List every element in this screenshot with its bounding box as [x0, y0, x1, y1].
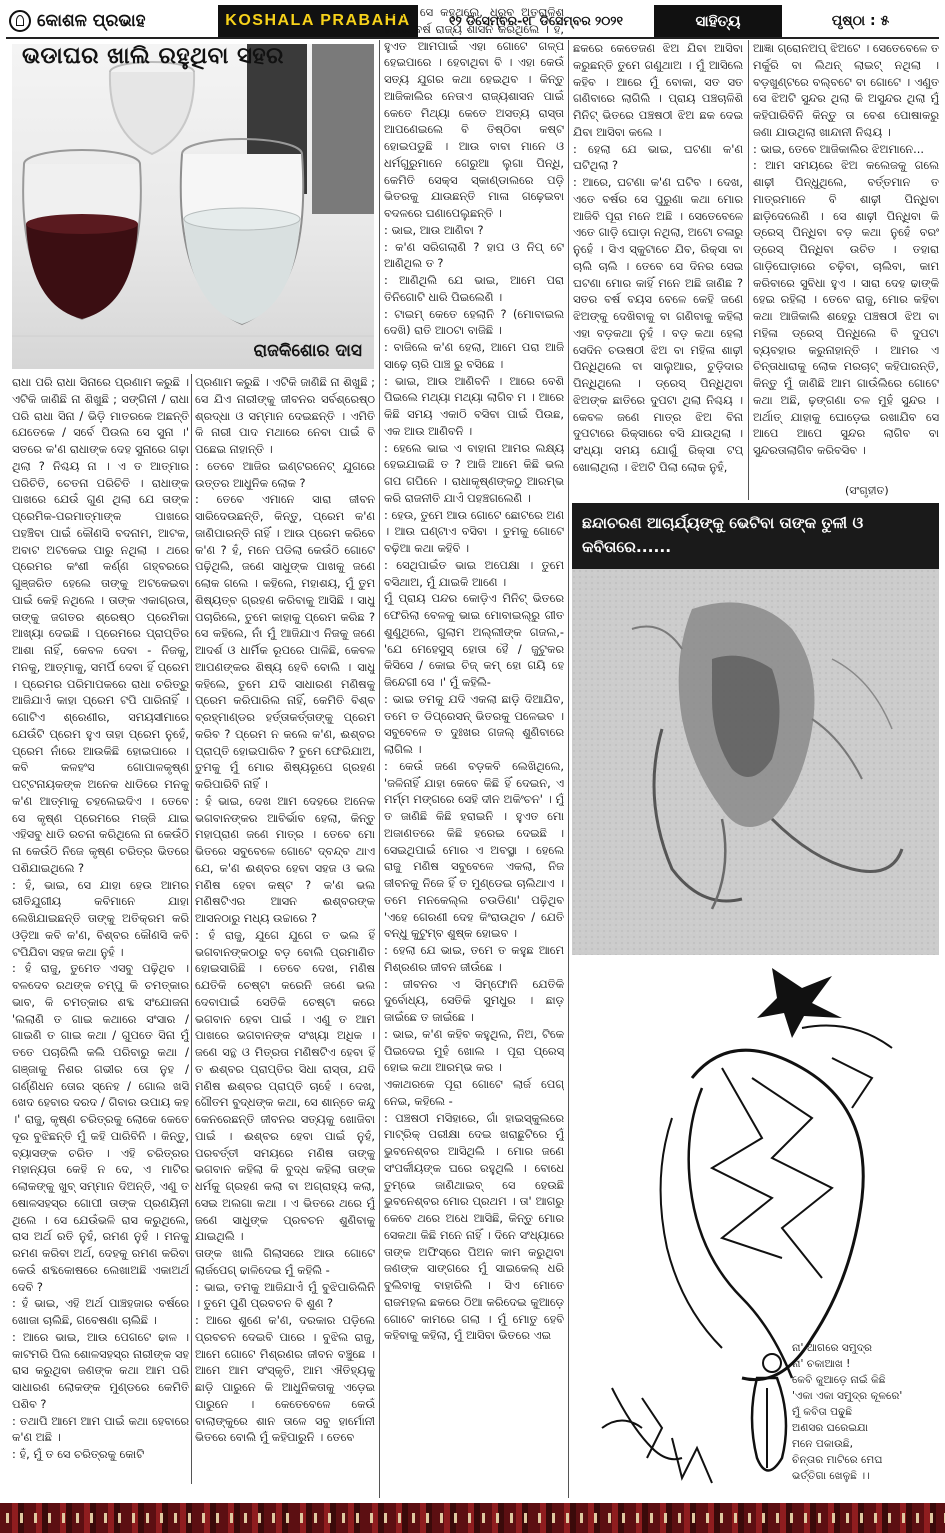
poem-line: ଅଣସର ଘରେଇଯା — [792, 1422, 869, 1434]
article-paragraph: : ହଁ ଭାଇ, ଦେଖ ଆମ ଦେହରେ ଅନେକ ଭଗବାନଙ୍କର ଆବିର୍ଭାବ ହେଲା, କିନ୍ତୁ ମହାପ୍ରାଣ ଜଣେ ମାତ୍ର । ତେବେ ମୋ ଭିତରେ ସବୁବେଳେ ଗୋଟେ ଦ୍ବନ୍ଦ୍ବ ଥାଏ ଯେ, କ'ଣ ଈଶ୍ବର ହେବା ସହଜ ଓ ଭଲ ମଣିଷ ହେବା କଷ୍ଟ ? କ'ଣ ଭଲ ମଣିଷଟିଏର ଆସନ ଈଶ୍ବରଙ୍କ ଆସନଠାରୁ ମଧ୍ୟ ଉଚ୍ଚାରେ ? — [195, 793, 375, 925]
article-byline: ରାଜକିଶୋର ଦାସ — [253, 341, 362, 361]
article-paragraph: : ସେଥିପାଇଁତ ଭାଇ ଅପେକ୍ଷା । ତୁମେ ବସିଥାଅ, ମୁଁ ଯାଇକି ଆଣେ । — [384, 557, 564, 589]
logo-text: କୋଶଳ ପ୍ରଭାହ — [37, 11, 146, 31]
article-paragraph: : ହେଲେ ଭାଇ ଏ ବାହାନା ଆମର ଲକ୍ଷ୍ୟ ହେଇଯାଇଛି ତ ? ଆଜି ଆମେ କିଛି ଭଲ ଗପ ଗପିନେ । ରାଧାକୃଷ୍ଣଙ୍କଠୁ ଆରମ୍ଭ କରି ରାଜନୀତି ଯାଏଁ ପହଞ୍ଚଗଲେଣି । — [384, 440, 564, 505]
issue-date: ୧୨ ଡିସେମ୍ବର-୧୮ ଡିସେମ୍ବର ୨୦୨୧ — [448, 13, 624, 28]
article-signature: (ସଂଗୃହୀତ) — [845, 484, 889, 497]
article-paragraph: : ଭାଇ, ଆଉ ଆଣିବନି । ଆରେ ବେଶି ପିଇଲେ ମଥ୍ୟା ମଥ୍ୟା ଲାଗିବ ମ । ଆରେ କିଛି ସମୟ ଏକାଠି ବସିବା ପାଇଁ ପିଉଛ, ଏକ ଆଉ ଆଣିବନି । — [384, 373, 564, 438]
article-paragraph: : ହଁ ରାଜୁ, ତୁମେତ ଏସବୁ ପଢ଼ିଥିବ । ବଳଦେବ ରଥଙ୍କ ଚମ୍ପୁ କି ଚମତ୍କାର ଭାବ, କି ଚମତ୍କାର ଶବ୍ଦ ସଂଯୋଜନା 'ଲଲାଣି ତ ଗାଇ କଥାରେ ସଂସାର / ଗାଇଣି ତ ଗାଇ କଥା / ଗୁପତେ ସିନା ମୁଁ ତତେ ପଚାରିଲି କଲି ପରିବାରୁ କଥା / ଗଞ୍ଜାକୁ ନିଶର ଗଭୀର ତୋ ନୁହ / ଗର୍ଣ୍ଣିଧନ ତୋର ସ୍ନେହ / ଗୋଲ ଖସି ଖେଦ ହେବାର ଦରଦ / ଗିବାର ଉପାୟ କହ ।' ରାଜୁ, କୃଷ୍ଣ ଚରିତ୍ରକୁ ଲୋକେ କେତେ ଦୂର ବୁଝିଛନ୍ତି ମୁଁ କହି ପାରିବିନି । କିନ୍ତୁ, ବ୍ୟାସଙ୍କ ଚରିତ । ଏହି ଚରିତ୍ରର ମହାନ୍ୟତା କେହି ନ ଦେ, ଏ ମାଟିର ଲୋକଙ୍କୁ ଖୁବ୍ ସମ୍ମାନ ଦିଅନ୍ତି, ଏଣୁ ତ ଷୋଳସହସ୍ର ଗୋପୀ ତାଙ୍କ ପ୍ରଣୟିନୀ ଥିଲେ । ସେ ଯେଉଁଭଳି ରାସ କରୁଥିଲେ, ରାସ ଅର୍ଥ ରତି ନୁହଁ, ରମଣ ନୁହଁ । ମନକୁ ରମଣ କରିବା ଅର୍ଥ, ଦେହକୁ ରମଣ କରିବା କେଉଁ ଶବ୍ଦକୋଷରେ ଲେଖାଅଛି ଏକାଅର୍ଥ ଦେବି ? — [12, 961, 189, 1294]
article-paragraph: ଆଜ୍ଞା ଗ୍ରୋନଅପ୍ ଝିଅଟେ । ସେତେବେଳେ ତ ମର୍କୁରି ବା ଲିଥନ୍ ଲାଇଟ୍ ନଥିଲା । ବଡ଼ଖୁଣ୍ଟରେ ବଲ୍ବଟେ ବା ଗୋଟେ । ଏଣୁତ ସେ ଝିଅଟି ସୁନ୍ଦର ଥିଲା କି ଅସୁନ୍ଦର ଥିଲା ମୁଁ କହିପାରିବିନି କିନ୍ତୁ ତା ବେଶ ପୋଷାକରୁ ଜଣା ଯାଉଥିଲା ଖାନ୍ଦାନୀ ନିଶ୍ଚୟ । — [753, 41, 939, 139]
section-label: ସାହିତ୍ୟ — [654, 5, 782, 37]
poem-line: ମୁଁ କବିତା ପଢୁଛି — [792, 1406, 853, 1418]
article-paragraph: : ହଁ, ଭାଇ, ସେ ଯାହା ହେଉ ଆମର ରୀତିଯୁଗୀୟ କବିମାନେ ଯାହା ଲେଖିଯାଇଛନ୍ତି ତାଙ୍କୁ ଅତିକ୍ରମ କରି ଓଡ଼ିଆ କବି କ'ଣ, ବିଶ୍ବର କୌଣସି କବି ଟପିଯିବା ସହଜ କଥା ନୁହଁ । — [12, 877, 189, 959]
article-paragraph: ଏକାଥରକେ ପୂରା ଗୋଟେ ଲାର୍ଜ ପେଗ୍ ନେଇ, କହିଲେ - — [384, 1077, 564, 1108]
poem — [792, 1340, 942, 1484]
poem-line: 'ଏକା ଏକା ସମୁଦ୍ର କୂଳରେ' — [792, 1390, 903, 1402]
article-paragraph: : ତଥାପି ଆମେ ଆମ ପାଇଁ କଥା ହେବାରେ କ'ଣ ଅଛି । — [12, 1413, 189, 1445]
column-divider — [191, 374, 192, 1484]
portrait-sketch — [572, 569, 939, 955]
article-paragraph: ମୁଁ ପ୍ରାୟ ପନ୍ଦର କୋଡ଼ିଏ ମିନିଟ୍ ଭିତରେ ଫେରିଲା ବେଳକୁ ଭାଇ ମୋବାଇଲ୍ରୁ ଗୀତ ଶୁଣୁଥିଲେ, ଗୁଲାମ ଅଲ୍ଲୀଙ୍କ ଗଜଲ,- 'ଯେ ମେହେସୁସ୍ ହୋତା ହୈ / ଜୁଟୁକର କିସିସେ / କୋଇ ଚିଜ୍ କମ୍ ହୋ ଗୟି ହେ ଜିନ୍ଦେଗୀ ସେ ।' ମୁଁ କହିଲି- — [384, 591, 564, 689]
article-paragraph: : ହଁ ଭାଇ, ଏହି ଅର୍ଥ ପାଞ୍ଚହଜାର ବର୍ଷରେ ଖୋଜା ଚାଲିଛି, ଗବେଷଣା ଚାଲିଛି । — [12, 1296, 189, 1327]
article-paragraph: ଛକରେ କେତେଜଣ ଝିଅ ଯିବା ଆସିବା କରୁଛନ୍ତି ତୁମେ ଗଣୁଥାଅ । ମୁଁ ଆସିଲେ କହିବ । ଆରେ ମୁଁ ବୋକା, ସତ ସତ ଗଣିବାରେ ଲାଗିଲି । ପ୍ରାୟ ପଞ୍ଚଚାଳିଶି ମିନିଟ୍ ଭିତରେ ପଞ୍ଚଷଠୀ ଝିଅ ଛକ ଦେଇ ଯିବା ଆସିବା କଲେ । — [573, 41, 743, 139]
article-paragraph: : କ'ଣ ସରିଗଲାଣି ? ହାପ ଓ ନିପ୍ ଟେ ଆଣିଥିଲ ତ ? — [384, 239, 564, 271]
newspaper-title: KOSHALA PRABAHA — [218, 5, 418, 37]
article-paragraph: : କେଉଁ ଜଣେ ବଡ଼କବି ଲେଖିଥିଲେ, 'ଜଳିନାହିଁ ଯାହା କେବେ କିଛି ହିଁ ଦେଇନ, ଏ ମର୍ମ୍ମ ମଙ୍ଗରେ ସେହି ଦୀନ ଅକିଂଚନ' । ମୁଁ ତ ଜାଣିଛି କିଛି ହରାଇନି । ହୁଏତ ମୋ ଅଜାଣତରେ କିଛି ହରେଇ ଦେଇଛି । ସେଇଥିପାଇଁ ମୋର ଏ ଅବସ୍ଥା । ହେଲେ ରାଜୁ ମଣିଷ ସବୁବେଳେ ଏକଲା, ନିଜ ଜୀବନକୁ ନିଜେ ହିଁ ତ ମୁଣ୍ଡେଇ ଚାଲିଥାଏ । ତମେ ମନକେଲ୍ଲ ଚଉଡିଣା' ପଢ଼ିଥିବ 'ଏହେ ଗେରଣୀ ଦେହ କିଂରାଉଥିବ / ଯେତି ବନ୍ଧୁ କୁଟୁମ୍ବ ଶୁଷ୍କ ହୋଇବ । — [384, 758, 564, 941]
article-paragraph: : ଭାଇ, ତମକୁ ଆଜିଯାଏଁ ମୁଁ ବୁଝିପାରିଲିନି । ତୁମେ ପୁଣି ପ୍ରବଚନ ବି ଶୁଣ ? — [195, 1279, 375, 1311]
article-paragraph: : ଭାଇ ତମକୁ ଯଦି ଏକଲା ଛାଡ଼ି ଦିଆଯିବ, ତମେ ତ ଡିପ୍ରେସନ୍ ଭିତରକୁ ପଳେଇବ । ସବୁବେଳେ ତ ଦୁଃଖର ଗଜଲ୍ ଶୁଣିବାରେ ଲାଗିଲ । — [384, 691, 564, 756]
article-paragraph: ପ୍ରଣାମ କରୁଛି । ଏଟିକି ଜାଣିଛି ନା ଶିଖୁଛି ; ସେ ଯିଏ ନାରୀଙ୍କୁ ଜୀବନର ସର୍ବଶ୍ରେଷ୍ଠ ଶ୍ରଦ୍ଧା ଓ ସମ୍ମାନ ଦେଇଛନ୍ତି । ଏମିତି କି ନାରୀ ପାଦ ମଥାରେ ନେବା ପାଇଁ ବି ପଛେଇ ନାହାନ୍ତି । — [195, 375, 375, 456]
lamp-emblem-icon — [9, 10, 31, 32]
decorative-footer-border — [0, 1503, 945, 1533]
article-paragraph: : ହଁ, ମୁଁ ତ ସେ ଚରିତ୍ରକୁ କୋଟି — [12, 1447, 145, 1461]
article-paragraph: ରାଧା ପରି ରାଧା ସିନାରେ ପ୍ରଣାମ କରୁଛି । ଏଟିକି ଜାଣିଛି ନା ଶିଖୁଛି ; ସଙ୍ଗିନୀ / ରାଧା ପରି ରାଧା ସିନା / ଭିଡ଼ି ମାତରକେ ଅଛନ୍ତି ଯେତେକେ / ସର୍ବେ ପିଉଲ ସେ ସୁନା ।' ସତରେ କ'ଣ ରାଧାଙ୍କ ଦେହ ସୁନାରେ ଗଢ଼ା ଥିଲା ? ନିଶ୍ଚୟ ନା । ଏ ତ ଆତ୍ମାର ପରିଚିତି, ଚେତନା ପରିଚିତି । ରାଧାଙ୍କ ପାଖରେ ଯେଉଁ ଗୁଣ ଥିଲା ଯେ ତାଙ୍କ ପ୍ରେମିକ-ପରମାତ୍ମାଙ୍କ ପାଖରେ ପହଞ୍ଚିବା ପାଇଁ କୌଣସି ବଦନାମ, ଆଟକ, ଅବାଟ ଅଟକେଇ ପାରୁ ନଥିଲା । ଥରେ ପ୍ରେମର କଂଶୀ କର୍ଣ୍ଣ ଗହ୍ବରରେ ଗୁଞ୍ଜରିତ ହେଲେ ତାଙ୍କୁ ଅଟକେଇବା ପାଇଁ କେହି ନଥିଲେ । ତାଙ୍କ ଏକାଗ୍ରତା, ତାଙ୍କୁ ଜଗତର ଶ୍ରେଷ୍ଠ ପ୍ରେମିକା ଆଖ୍ୟା ଦେଇଛି । ପ୍ରେମରେ ପ୍ରାପ୍ତିର ଆଶା ନାହିଁ, କେବଳ ଦେବା - ନିଜକୁ, ମନକୁ, ଆତ୍ମାକୁ, ସମର୍ପି ଦେବା ହିଁ ପ୍ରେମ । ପ୍ରେମର ପରିମାପକରେ ରାଧା ଚରିତ୍ରୁ ଆଜିଯାଏଁ କାହା ପ୍ରେମ ଟପି ପାରିନାହିଁ । ଗୋଟିଏ ଶ୍ରେଣୀର, ସମୟସୀମାରେ ଯେଉଁଟି ପ୍ରେମ ହୁଏ ତାହା ପ୍ରେମ ନୁହେଁ, ପ୍ରେମ ନାଁରେ ଆଉକିଛି ହୋଇପାରେ । କବି କଳହଂସ ଗୋପାଳକୃଷ୍ଣ ପଟ୍ଟନାୟକଙ୍କ ଅନେକ ଧାଡିରେ ମନକୁ କ'ଣ ଆତ୍ମାକୁ ଚହଲେଇଦିଏ । ତେବେ ସେ କୃଷ୍ଣ ପ୍ରେମରେ ମଜ୍ଜି ଯାଇ ଏହିସବୁ ଧାଡି ରଚନା କରିଥିଲେ ନା କେଉଁଠି ନା କେଉଁଠି ନିଜେ କୃଷ୍ଣ ଚରିତ୍ର ଭିତରେ ପଶିଯାଇଥିଲେ ? — [12, 375, 189, 875]
article-column-2 — [195, 374, 375, 1484]
column-divider — [379, 40, 380, 1498]
poem-line: କେବି କୁଆଡ଼େ ନାଇଁ କିଛି — [792, 1374, 886, 1386]
article-paragraph: : ପଞ୍ଚଷଠୀ ମସିହାରେ, ଗାଁ ହାଇସ୍କୁଲରେ ମାଟ୍ରିକ୍ ପରୀକ୍ଷା ଦେଇ ଖରାଛୁଟିରେ ମୁଁ ଭୁବନେଶ୍ବର ଆସିଥିଲି । ମୋର ଜଣେ ସଂପର୍କୀୟଙ୍କ ଘରେ ରହୁଥିଲି । ବୋଧେ ତୁମ୍ଭେ ଜାଣିଥାଇବ୍ ସେ ହେଉଛି ଭୁବନେଶ୍ବର ମୋର ପ୍ରଥମ । ତା' ଆଗରୁ କେବେ ଥରେ ଅଧେ ଆସିଛି, କିନ୍ତୁ ମୋର ସେକଥା କିଛି ମନେ ନାହିଁ । ଦିନେ ସଂଧ୍ୟାରେ ତାଙ୍କ ଅଫିସ୍ରେ ପିଅନ କାମ କରୁଥିବା ଜଣଙ୍କ ସାଙ୍ଗରେ ମୁଁ ସାଇକେଲ୍ ଧରି ବୁଲିବାକୁ ବାହାରିଲି । ସିଏ ମୋତେ ରାଜମହଲ ଛକରେ ଠିଆ କରିଦେଇ କୁଆଡ଼େ ଗୋଟେ କାମରେ ଗଲା । ମୁଁ ମୋତୁ ହେବି କହିବାକୁ କହିଲା, ମୁଁ ଆସିବା ଭିତରେ ଏଇ — [384, 1110, 564, 1343]
article-paragraph: : ବାଜିଲେ କ'ଣ ହେଲା, ଆମେ ପରା ଆଜି ସାଢ଼େ ଚାରି ପାଞ୍ଚ ରୁ ବସିଛେ । — [384, 340, 564, 371]
article-column-3 — [384, 4, 564, 1498]
article-paragraph: ତାଙ୍କ ଖାଲି ଗିଲାସରେ ଆଉ ଗୋଟେ ଲାର୍ଜପେଗ୍ ଢାଳିଦେଇ ମୁଁ କହିଲି - — [195, 1246, 375, 1277]
article-paragraph: : ହେଲା ଯେ ଭାଇ, ତମେ ତ କହୁଛ ଆମେ ମିଶ୍ରଣର ଜୀବନ ଜୀଉଁଛେ । — [384, 943, 564, 974]
poem-line: ନା' ଚକାଆଖ ! — [792, 1358, 851, 1370]
article-paragraph: : ତେବେ ଏମାନେ ସାରା ଜୀବନ ସାରିଦେଉଛନ୍ତି, କିନ୍ତୁ, ପ୍ରେମ କ'ଣ ଜାଣିପାରନ୍ତି ନାହିଁ । ଆଉ ପ୍ରେମ କରିବେ କ'ଣ ? ହଁ, ମନେ ପଡିଲା କେଉଁଠି ଗୋଟେ ପଢ଼ିଥିଲି, ଜଣେ ସାଧୁଙ୍କ ପାଖକୁ ଜଣେ ଲୋକ ଗଲେ । କହିଲେ, ମହାଶୟ, ମୁଁ ତୁମ ଶିଷ୍ୟତ୍ବ ଗ୍ରହଣ କରିବାକୁ ଆସିଛି । ସାଧୁ ପଚାରିଲେ, ତୁମେ କାହାକୁ ପ୍ରେମ କରିଛ ? ସେ କହିଲେ, ନାଁ ମୁଁ ଆଜିଯାଏ ନିଜକୁ ଜଣେ ଆଦର୍ଶ ଓ ଧାର୍ମିକ ରୂପରେ ପାଳିଛି, କେବଳ ଆପଣଙ୍କର ଶିଷ୍ୟ ହେବି ବୋଲି । ସାଧୁ କହିଲେ, ତୁମେ ଯଦି ସାଧାରଣ ମଣିଷକୁ ପ୍ରେମ କରିପାରିଲ ନାହିଁ, କେମିତି ବିଶ୍ବ ବ୍ରହ୍ମାଣ୍ଡର ହର୍ତ୍ତାକର୍ତ୍ତାଙ୍କୁ ପ୍ରେମ କରିବ ? ପ୍ରେମ ନ କଲେ କ'ଣ, ଈଶ୍ବର ପ୍ରାପ୍ତି ହୋଇପାରିବ ? ତୁମେ ଫେରିଯାଅ, ତୁମକୁ ମୁଁ ମୋର ଶିଷ୍ୟରୂପେ ଗ୍ରହଣ କରିପାରିବି ନାହିଁ । — [195, 492, 375, 791]
article-paragraph: : ଭାଇ, ଆଉ ଆଣିବା ? — [384, 222, 484, 237]
poem-line: ଚିନ୍ତାର ମାଟିରେ ମେଘ — [792, 1454, 883, 1466]
article-paragraph: : ହେଲା ଯେ ଭାଇ, ଘଟଣା କ'ଣ ଘଟିଥିଲା ? — [573, 141, 743, 173]
article-paragraph: : ତେବେ ଆଜିର ଇଣ୍ଟରନେଟ୍ ଯୁଗରେ ଉତ୍ତର ଆଧୁନିକ ଲୋକ ? — [195, 458, 375, 490]
article-column-4 — [573, 40, 743, 500]
article-paragraph: : ଆରେ, ଘଟଣା କ'ଣ ଘଟିବ । ଦେଖ, ଏତେ ବର୍ଷର ସେ ପୁରୁଣା କଥା ମୋର ଆଜିବି ପୂରା ମନେ ଅଛି । ସେତେବେଳେ ଏତେ ଗାଡ଼ି ଘୋଡ଼ା ନଥିଲା, ଅଟୋ ଚଳାରୁ ନୁହେଁ । ସିଏ ସ୍କୁଟାଚେ ଯିବ, ରିକ୍ସା ବା ଚାଲି ଚାଲି । ତେବେ ସେ ଦିନର ସେଇ ଘଟଣା ମୋର କାହିଁ ମନେ ଅଛି ଜାଣିଛ ? ସତର ବର୍ଷ ବୟସ ବେଳେ କେହି ଜଣେ ଝିଅଙ୍କୁ ଦେଖିବାକୁ ବା ଗଣିବାକୁ କହିଲା ଏହା ବଡ଼କଥା ନୁହଁ । ବଡ଼ କଥା ହେଲା ସେଦିନ ଚଉଷଠୀ ଝିଅ ବା ମହିଳା ଶାଢ଼ୀ ପିନ୍ଧିଥିଲେ ବା ସାଲୁଆର, ଚୁଡ଼ିଦାର ପିନ୍ଧିଥିଲେ । ଡ୍ରେସ୍ ପିନ୍ଧିଥିବା ଝିଅଙ୍କ ଛାତିରେ ଦୁପଟା ଥିଲା ନିଶ୍ଚୟ । କେବଳ ଜଣେ ମାତ୍ର ଝିଅ ବିନା ଦୁପଟାରେ ରିକ୍ସାରେ ବସି ଯାଉଥିଲା । ସଂଧ୍ୟା ସମୟ ଯୋଗୁଁ ରିକ୍ସା ଟପ୍ ଖୋଲାଥିଲା । ଝିଅଟି ପିଲା ଲୋକ ନୁହଁ, — [573, 175, 743, 474]
article-photo — [12, 44, 374, 369]
ink-portrait-illustration — [572, 569, 939, 955]
poem-line: ଭର୍ତ୍ତିଗା ଖେଳୁଛି ।। — [792, 1470, 870, 1482]
article-paragraph: : ଟାଇମ୍ କେତେ ହେଲାନି ? (ମୋବାଇଲ ଦେଖି) ରାତି ଆଠଟା ବାଜିଛି । — [384, 306, 564, 338]
article-paragraph: : ଆରେ ଭାଇ, ଆଉ ପେଗଟେ ଢାଳ । କାଟମରି ପିଲ ଶୋଳସହସ୍ର ନାରୀଙ୍କ ସହ ରାସ କରୁଥିବା ଜଣଙ୍କ କଥା ଆମ ପରି ସାଧାରଣ ଲୋକଙ୍କ ମୁଣ୍ଡରେ କେମିତି ପଶିବ ? — [12, 1329, 189, 1411]
page-number: ପୃଷ୍ଠା : ୫ — [831, 13, 890, 29]
article-paragraph: : ଭାଇ, ତେବେ ଆଜିକାଲିର ଝିଅମାନେ... — [753, 141, 924, 156]
article-paragraph: : ହଁ ରାଜୁ, ଯୁଗେ ଯୁଗେ ତ ଭଲ ହିଁ ଭଗବାନଙ୍କଠାରୁ ବଡ଼ ବୋଲି ପ୍ରମାଣିତ ହୋଇସାରିଛି । ତେବେ ଦେଖ, ମଣିଷ ଯେତିକି ଚେଷ୍ଟା କରେନି ଜଣେ ଭଲ ଦେବାପାଇଁ ସେତିକି ଚେଷ୍ଟା କରେ ଭଗବାନ ହେବା ପାଇଁ । ଏଣୁ ତ ଆମ ପାଖରେ ଭଗବାନଙ୍କ ସଂଖ୍ୟା ଅଧିକ । ଜଣେ ସନ୍ଥ ଓ ମିତ୍ରତା ମଣିଷଟିଏ ହେବା ହିଁ ତ ଈଶ୍ବର ପ୍ରାପ୍ତିର ସିଧା ରାସ୍ତା, ଯଦି ମଣିଷ ଈଶ୍ବର ପ୍ରାପ୍ତି ଚାହେଁ । ଦେଖ, ଗୌତମ ବୁଦ୍ଧଙ୍କ କଥା, ସେ ଶାନ୍ତେ କନ୍ଦୁ କେନରେଛନ୍ତି ଜୀବନର ସତ୍ୟକୁ ଖୋଜିବା ପାଇଁ । ଈଶ୍ବର ହେବା ପାଇଁ ନୁହଁ, ପରବର୍ତ୍ତୀ ସମୟରେ ମଣିଷ ତାଙ୍କୁ ଭଗବାନ କହିଲା କି ବୁଦ୍ଧ କହିଲା ତାଙ୍କ ଧର୍ମକୁ ଗ୍ରହଣ କଲା ବା ଅଗ୍ରାହ୍ୟ କଲା, ସେଇ ଅଲଗା କଥା । ଏ ଭିତରେ ଥରେ ମୁଁ ଜଣେ ସାଧୁଙ୍କ ପ୍ରବଚନ ଶୁଣିବାକୁ ଯାଇଥିଲି । — [195, 927, 375, 1244]
poem-line: ନା' ଆଗରେ ସମୁଦ୍ର — [792, 1342, 873, 1354]
article-paragraph: : ଆରେ ଶୁଣେ କ'ଣ, ଦରକାର ପଡ଼ିଲେ ପ୍ରବଚନ ଦେଇବି ପାରେ । ବୁଝିଲ ରାଜୁ, ଆମେ ଗୋଟେ ମିଶ୍ରଣର ଜୀବନ ବଞ୍ଚୁଛେ । ଆମେ ଆମ ସଂସ୍କୃତି, ଆମ ଐତିହ୍ୟକୁ ଛାଡ଼ି ପାରୁନେ କି ଆଧୁନିକତାକୁ ଏଡ଼େଇ ପାରୁନେ । କେତେବେଳେ କେଉଁ ବାଲାଙ୍କୁରେ ଶାନ ତାଳେ ସବୁ ହାର୍ମୋନୀ ଭିତରେ ବୋଲି ମୁଁ କହିପାରୁନି । ତେବେ — [195, 1313, 375, 1445]
poem-line: ମନେ ପକାଉଛି, — [792, 1438, 853, 1450]
article-column-1 — [12, 374, 189, 1484]
column-divider — [748, 40, 749, 500]
wine-glasses-illustration — [12, 44, 374, 369]
feature-headline: ଛନ୍ଦାଚରଣ ଆଚାର୍ଯ୍ୟଙ୍କୁ ଭେଟିବା ତାଙ୍କ ତୁଳୀ ଓ କବିତାରେ...... — [572, 503, 939, 569]
article-paragraph: : ଜୀବନର ଏ ସିମ୍ଫୋନି ଯେତିକି ଦୁର୍ବୋଧ୍ୟ, ସେତିକି ସୁମଧୁର । ଛାଡ଼ ଜାଇଁଛେ ତ ଜାଇଁଛେ । — [384, 976, 564, 1024]
article-column-5 — [753, 40, 939, 500]
article-headline: ଭଡାଘର ଖାଲି ରହୁଥିବା ସହର — [22, 42, 284, 69]
newspaper-logo — [6, 5, 218, 37]
article-paragraph: ସେଦିନ ସେ କହୁଥିଲେ, ଧ୍ରୁବ ଅତରାଳିଶ ହଜାର ବର୍ଷ ରାଜ୍ୟ ଶାସନ କରିଥିଲେ । ହଁ, ହୁଏତ ଆମପାଇଁ ଏହା ଗୋଟେ ଗଳ୍ପ ହେଇପାରେ । ହେବାଥିବା ବି । ଏହା କେଉଁ ସତ୍ୟ ଯୁଗର କଥା ହେଇଥିବ । କିନ୍ତୁ ଆଜିକାଲିର ନେତାଏ ରାଜ୍ୟଶାସନ ପାଇଁ କେତେ ମିଥ୍ୟା କେତେ ଅସତ୍ୟ ରାସ୍ତା ଆପଣେଇଲେ ବି ତିଷ୍ଠିବା କଷ୍ଟ ହୋଇପଡୁଛି । ଆଉ ବାବା ମାନେ ଓ ଧର୍ମଗୁରୁମାନେ ଗେରୁଆ ଲୁଗା ପିନ୍ଧି, କେମିତି ସେକ୍ସ ସ୍କାଣ୍ଡାଲରେ ପଡ଼ି ଭିତରକୁ ଯାଉଛନ୍ତି ମାଳା ଗଢ଼େଇବା ବଦଳରେ ଘଣାପେଲୁଛନ୍ତି । — [384, 5, 564, 220]
article-paragraph: : ଆଣିଥିଲି ଯେ ଭାଇ, ଆମେ ପରା ତିନିଗୋଟି ଧାରି ପିଇଲେଣି । — [384, 273, 564, 304]
column-divider — [568, 40, 569, 1498]
article-paragraph: : ହେଉ, ତୁମେ ଆଉ ଗୋଟେ ଛୋଟରେ ଅଣ । ଆଉ ଘଣ୍ଟାଏ ବସିବା । ତୁମକୁ ଗୋଟେ ବଢ଼ିଆ କଥା କହିବି । — [384, 507, 564, 555]
article-paragraph: : ଭାଇ, କ'ଣ କହିବ କହୁଥିଲ, ନିଅ, ଟିକେ ପିଇଦେଇ ମୁହଁ ଖୋଲ । ପୂରା ପ୍ରେସ୍ ହୋଇ କଥା ଆରମ୍ଭ କର । — [384, 1026, 564, 1075]
article-paragraph: : ଆମ ସମୟରେ ଝିଅ କଲେଜକୁ ଗଲେ ଶାଢ଼ୀ ପିନ୍ଧୁଥିଲେ, ବର୍ତ୍ତମାନ ତ ମାତ୍ରମାନେ ବି ଶାଢ଼ୀ ପିନ୍ଧିବା ଛାଡ଼ିଦେଲେଣି । ସେ ଶାଢ଼ୀ ପିନ୍ଧିବା କି ଡ୍ରେସ୍ ପିନ୍ଧିବା ବଡ଼ କଥା ନୁହେଁ ବରଂ ଡ୍ରେସ୍ ପିନ୍ଧିବା ଉଚିତ । ତହାରା ଗାଡ଼ିଘୋଡ଼ାରେ ଚଢ଼ିବା, ଚାଲିବା, କାମ କରିବାରେ ସୁବିଧା ହୁଏ । ସାରା ଦେହ ଢାଙ୍କି ହେଇ ରହିଲା । ତେବେ ରାଜୁ, ମୋର କହିବା କଥା ଆଜିକାଲି ଶହେରୁ ପଞ୍ଚଷଠୀ ଝିଅ ବା ମହିଳା ଡ୍ରେସ୍ ପିନ୍ଧିଲେ ବି ଦୁପଟା ବ୍ୟବହାର କରୁନାହାନ୍ତି । ଆମର ଏ ଚିନ୍ତାଧାରାକୁ ଲୋକ ମରଚାଟ୍ କହିପାରନ୍ତି, କିନ୍ତୁ ମୁଁ ଜାଣିଛି ଆମ ଗାଉଁଲିରେ ଗୋଟେ କଥା ଅଛି, ଢ଼ଙ୍ଗଣା ଚଳ ମୁହଁ ସୁନ୍ଦର । ଅର୍ଥାତ୍ ଯାହାକୁ ଘୋଡ଼େଇ ରଖାଯିବ ସେ ଆପେ ଆପେ ସୁନ୍ଦର ଲାଗିବ ବା ସୁନ୍ଦରତାଲାଗିବ କରିବସିବ । — [753, 158, 939, 457]
